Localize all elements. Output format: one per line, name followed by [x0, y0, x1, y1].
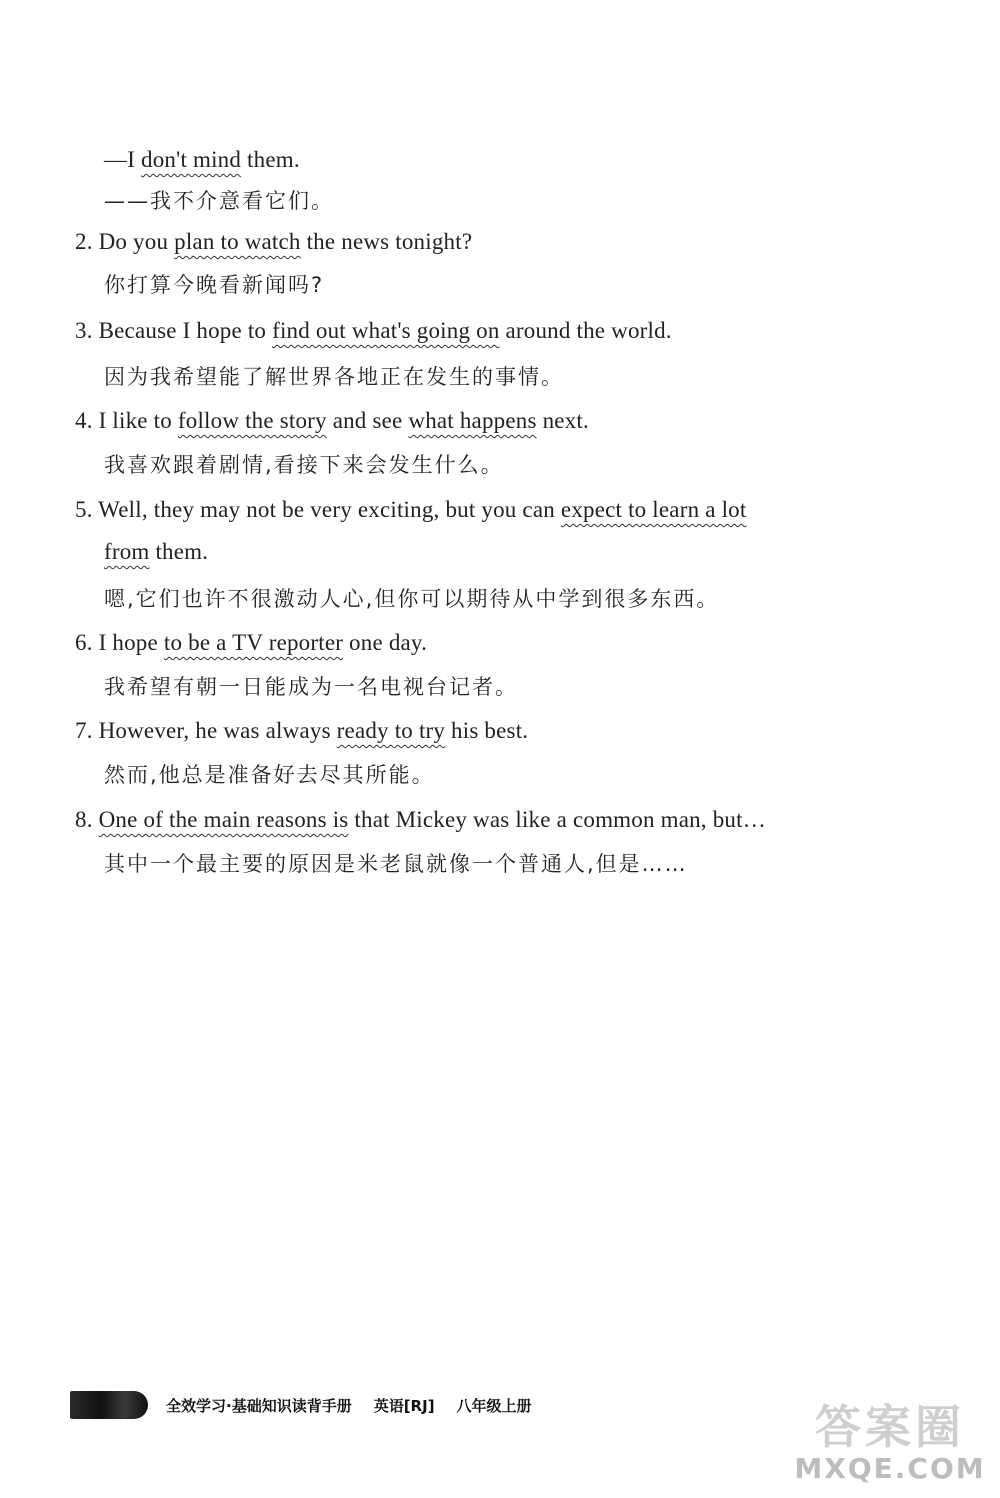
- sentence-text: them.: [241, 147, 300, 172]
- key-phrase: find out what's going on: [272, 318, 500, 343]
- sentence-text: 其中一个最主要的原因是米老鼠就像一个普通人,但是……: [104, 852, 688, 876]
- key-phrase: from: [104, 539, 150, 564]
- english-sentence-line: [75, 495, 940, 525]
- sentence-text: 嗯,它们也许不很激动人心,但你可以期待从中学到很多东西。: [104, 587, 720, 611]
- sentence-text: next.: [536, 408, 589, 433]
- footer-badge-icon: [70, 1391, 148, 1419]
- english-sentence-line: [75, 227, 940, 257]
- key-phrase: expect to learn a lot: [560, 497, 747, 522]
- english-sentence-line: [75, 716, 940, 746]
- footer-subject: 英语[RJ]: [373, 1396, 435, 1415]
- sentence-text: 5. Well, they may not be very exciting, but you can: [75, 497, 561, 522]
- sentence-text: 2. Do you: [75, 229, 175, 254]
- chinese-translation-line: [104, 270, 940, 300]
- key-phrase: don't mind: [141, 147, 242, 172]
- sentence-text: 6. I hope: [75, 630, 164, 655]
- chinese-translation-line: [104, 760, 940, 790]
- sentence-text: 我喜欢跟着剧情,看接下来会发生什么。: [104, 453, 504, 477]
- page-footer: [70, 1388, 630, 1422]
- watermark-url: MXQE.COM: [794, 1452, 986, 1485]
- sentence-text: 我希望有朝一日能成为一名电视台记者。: [104, 675, 518, 699]
- footer-grade: 八年级上册: [456, 1396, 532, 1415]
- sentence-text: and see: [326, 408, 409, 433]
- sentence-text: 然而,他总是准备好去尽其所能。: [104, 763, 435, 787]
- chinese-translation-line: [104, 450, 940, 480]
- sentence-text: 4. I like to: [75, 408, 178, 433]
- sentence-text: that Mickey was like a common man, but…: [348, 807, 766, 832]
- site-watermark: [790, 1400, 990, 1490]
- english-sentence-line: [75, 628, 940, 658]
- sentence-text: 因为我希望能了解世界各地正在发生的事情。: [104, 365, 564, 389]
- key-phrase: what happens: [408, 408, 537, 433]
- english-sentence-line: [104, 145, 940, 175]
- chinese-translation-line: [104, 849, 940, 879]
- chinese-translation-line: [104, 186, 940, 216]
- chinese-translation-line: [104, 362, 940, 392]
- sentence-text: 3. Because I hope to: [75, 318, 273, 343]
- sentence-text: around the world.: [499, 318, 672, 343]
- sentence-text: 8.: [75, 807, 99, 832]
- footer-book-title: 全效学习·基础知识读背手册: [166, 1396, 352, 1415]
- sentence-text: the news tonight?: [300, 229, 473, 254]
- key-phrase: follow the story: [177, 408, 327, 433]
- sentence-text: his best.: [445, 718, 529, 743]
- key-phrase: plan to watch: [174, 229, 301, 254]
- sentence-text: them.: [149, 539, 209, 564]
- chinese-translation-line: [104, 672, 940, 702]
- english-sentence-line: [104, 537, 940, 567]
- english-sentence-line: [75, 805, 940, 835]
- sentence-text: —I: [104, 147, 142, 172]
- key-phrase: One of the main reasons is: [98, 807, 349, 832]
- sentence-text: ——我不介意看它们。: [104, 189, 334, 213]
- watermark-logo-text: 答案圈: [815, 1400, 965, 1454]
- key-phrase: to be a TV reporter: [163, 630, 344, 655]
- sentence-text: 7. However, he was always: [75, 718, 337, 743]
- sentence-text: one day.: [343, 630, 428, 655]
- english-sentence-line: [75, 406, 940, 436]
- english-sentence-line: [75, 316, 940, 346]
- chinese-translation-line: [104, 584, 940, 614]
- sentence-text: 你打算今晚看新闻吗?: [104, 273, 325, 297]
- key-phrase: ready to try: [336, 718, 446, 743]
